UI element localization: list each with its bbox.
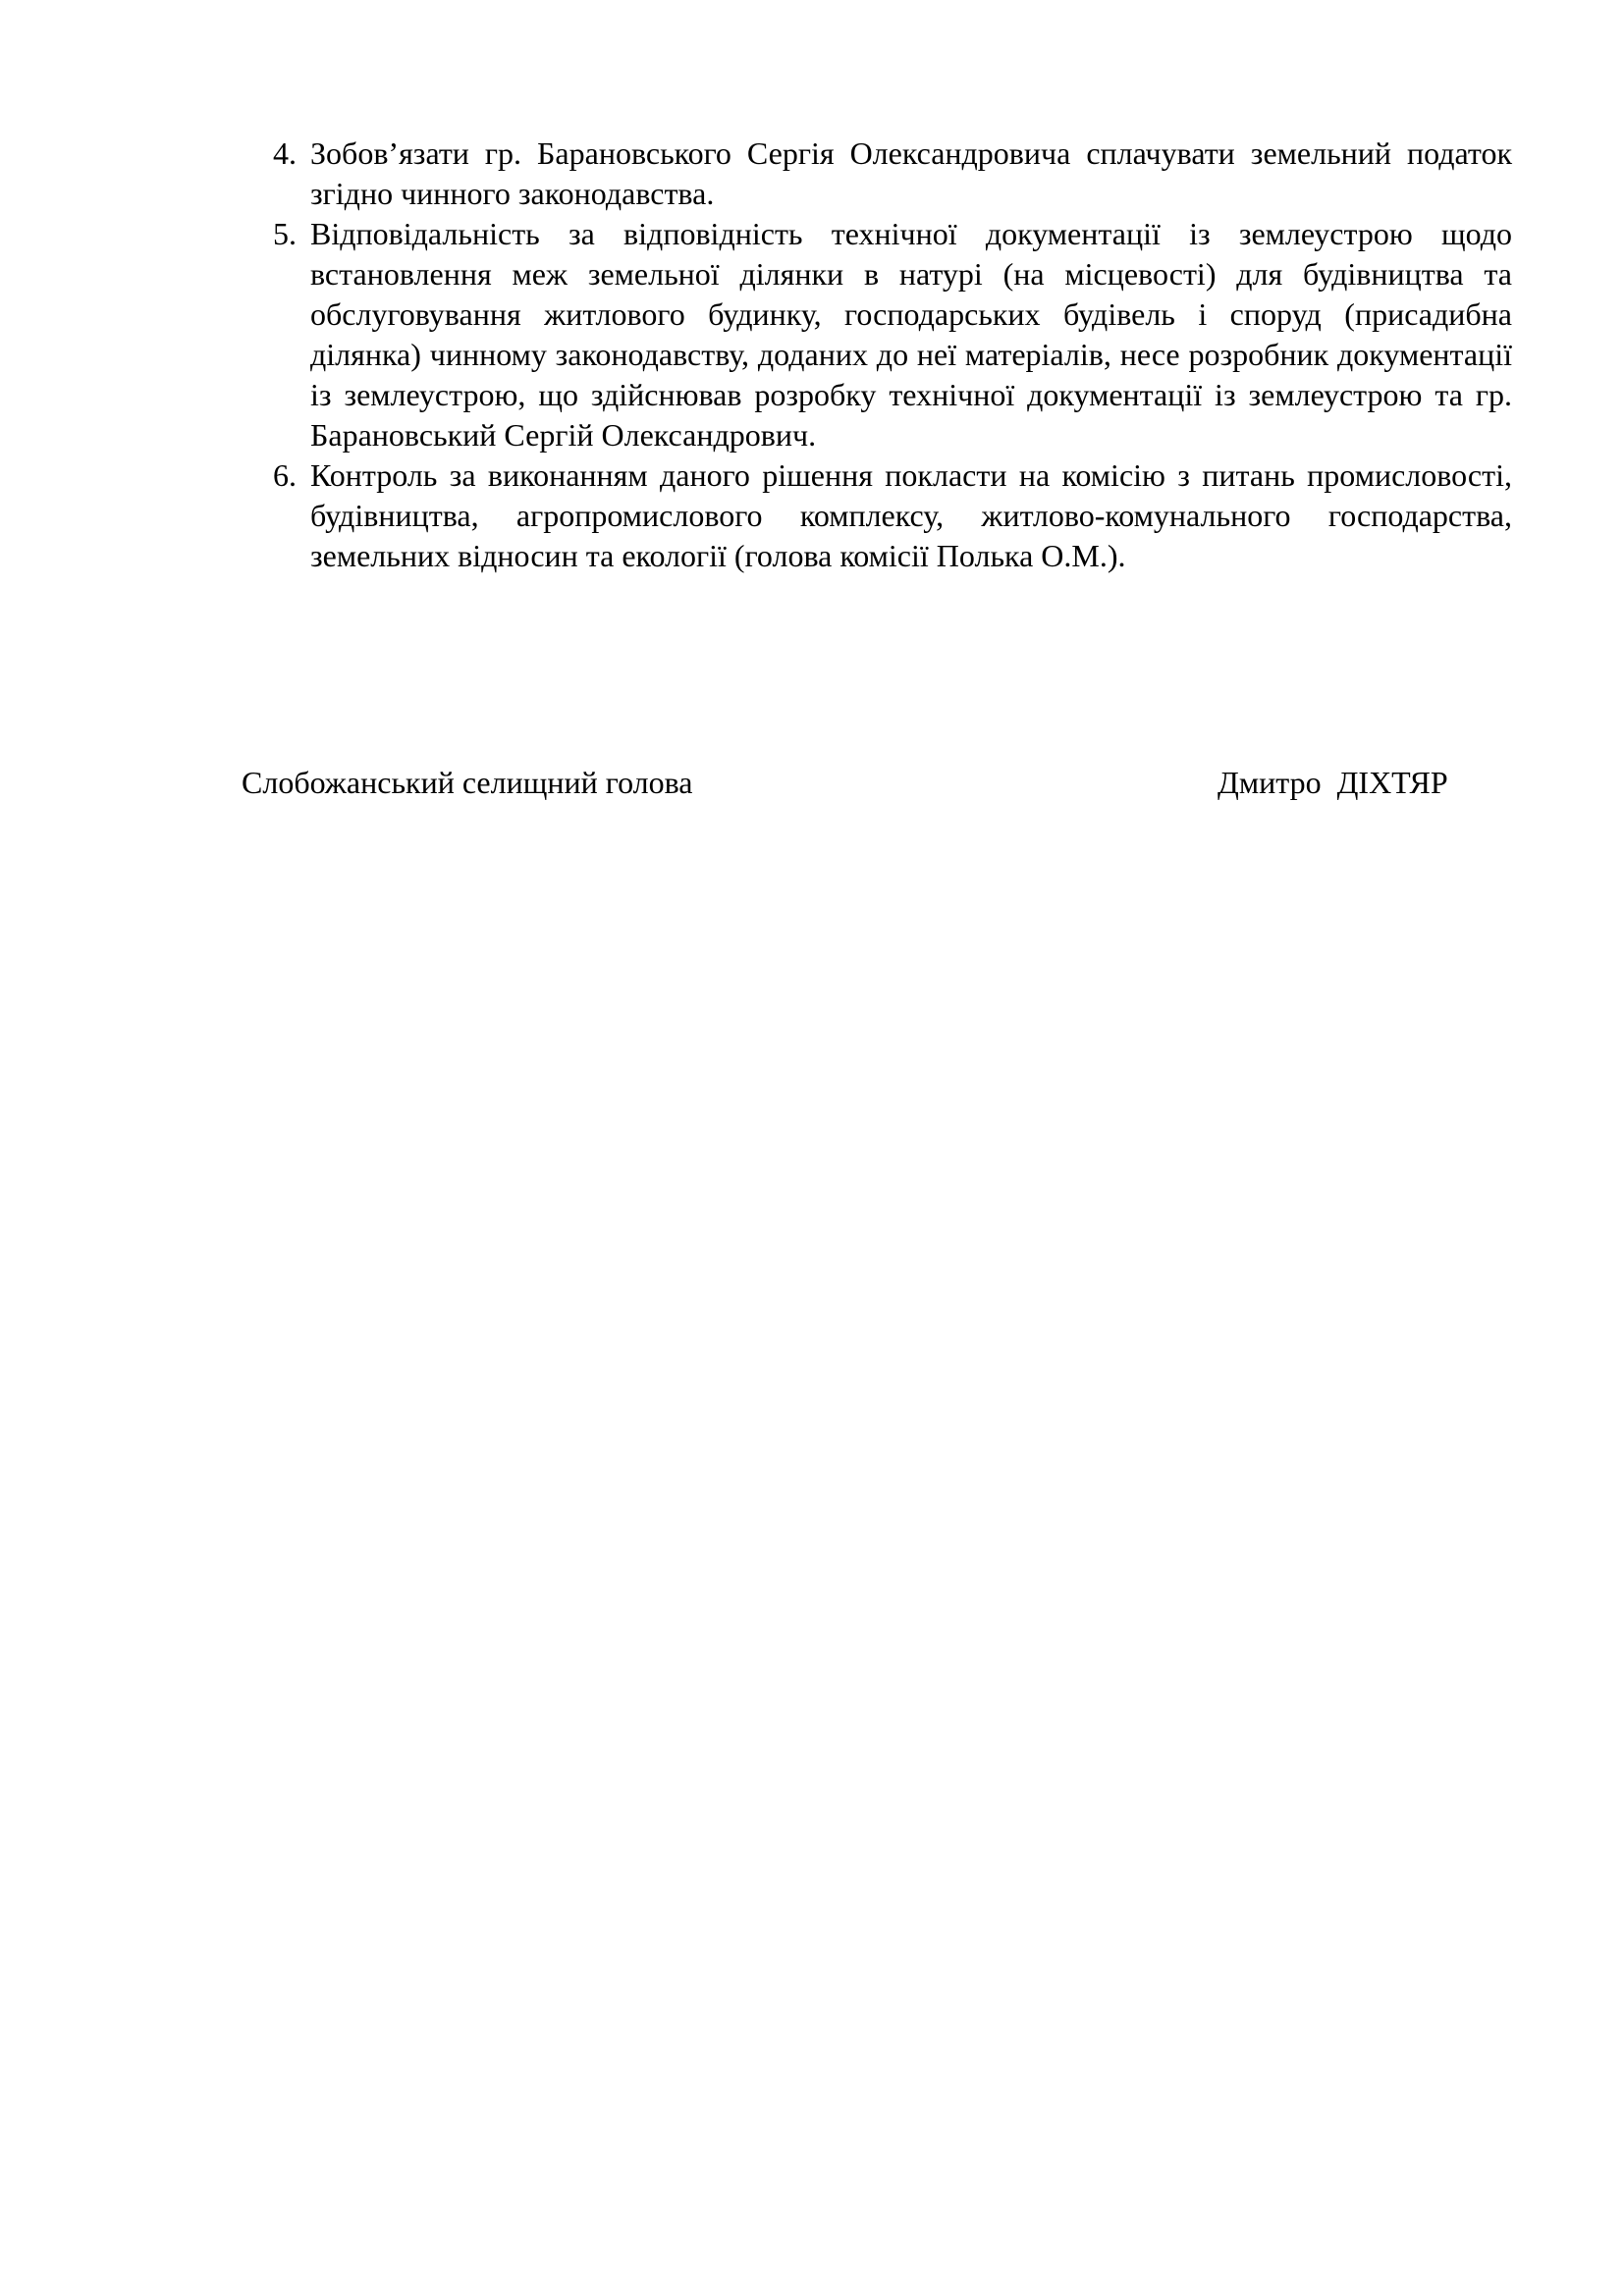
signature-title: Слобожанський селищний голова [242, 765, 693, 800]
list-item [263, 133, 1512, 214]
signature-name: Дмитро ДІХТЯР [1218, 765, 1448, 800]
list-item-number: 5. [273, 216, 297, 251]
list-item-text: Зобов’язати гр. Барановського Сергія Олександровича сплачувати земельний податок згідно чинного законодавства. [310, 135, 1512, 211]
list-item-text: Відповідальність за відповідність технічної документації із землеустрою щодо встановлення меж земельної ділянки в натурі (на місцевості) для будівництва та обслуговування житлового будинку, господарських будівель і споруд (присадибна ділянка) чинному законодавству, доданих до неї матеріалів, несе розробник документації із землеустрою, що здійснював розробку технічної документації із землеустрою та гр. Барановський Сергій Олександрович. [310, 216, 1512, 453]
list-item [263, 455, 1512, 576]
list-item-number: 4. [273, 135, 297, 171]
decision-points-list [263, 133, 1512, 576]
signature-block [242, 763, 1490, 803]
list-item-number: 6. [273, 457, 297, 493]
list-item-text: Контроль за виконанням даного рішення покласти на комісію з питань промисловості, будівництва, агропромислового комплексу, житлово-комунального господарства, земельних відносин та екології (голова комісії Полька О.М.). [310, 457, 1512, 573]
list-item [263, 214, 1512, 455]
